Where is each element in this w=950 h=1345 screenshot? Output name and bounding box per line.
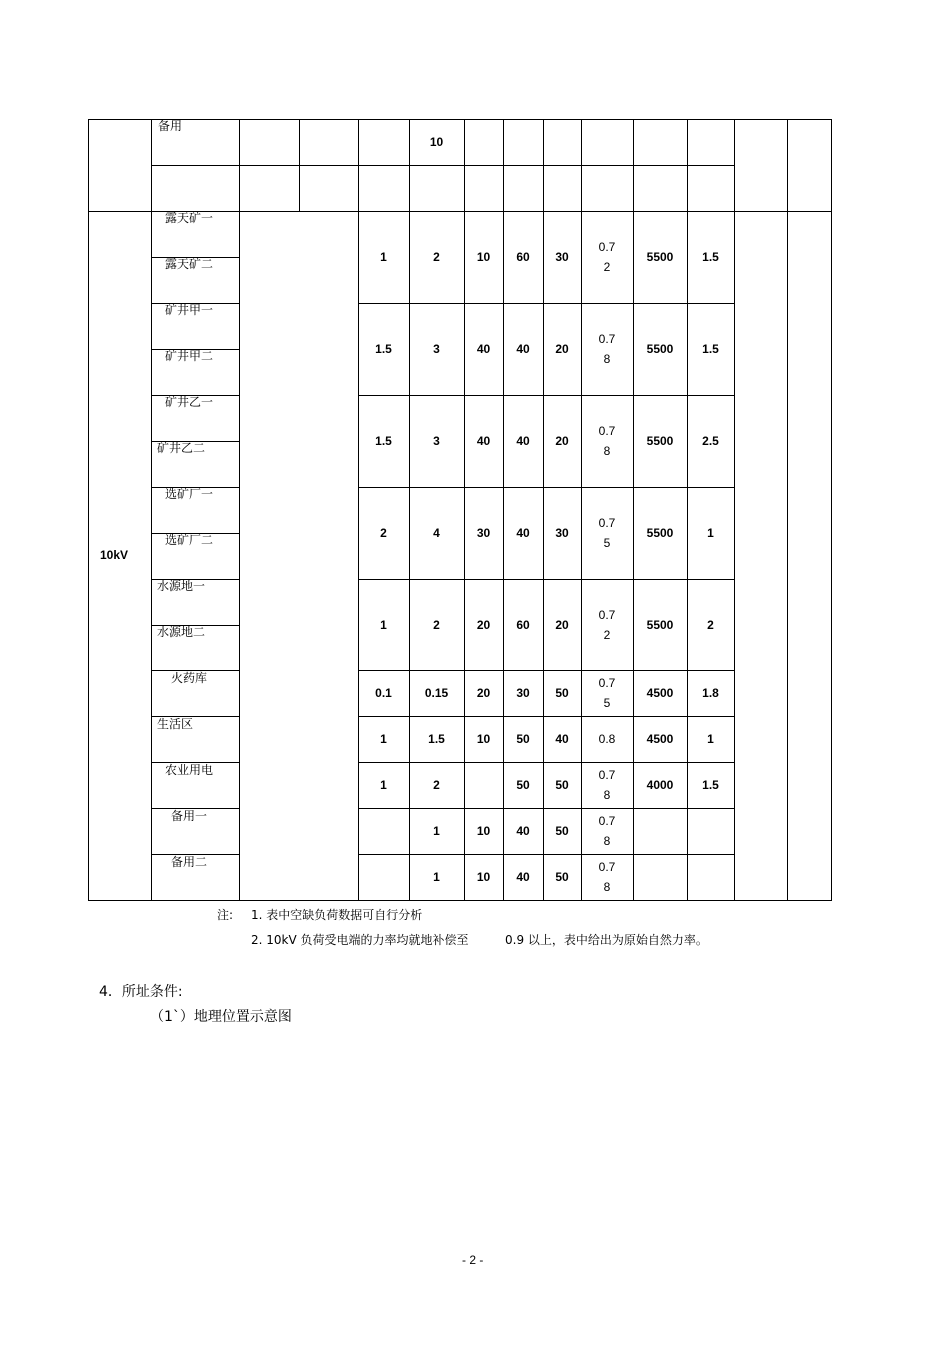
- load-label: 火药库: [171, 671, 208, 685]
- table-cell: 40: [516, 342, 530, 356]
- table-cell: 20: [555, 434, 569, 448]
- power-factor-line-2: 8: [603, 880, 611, 894]
- table-cell: 1: [433, 824, 440, 838]
- power-factor-cell: [581, 395, 633, 487]
- table-cell: 40: [516, 870, 530, 884]
- table-cell: 50: [516, 778, 530, 792]
- table-cell: 50: [555, 870, 569, 884]
- table-cell: [358, 808, 409, 854]
- table-cell: 4: [433, 526, 440, 540]
- spare-label: 备用: [158, 119, 183, 133]
- power-factor-cell: [581, 716, 633, 762]
- table-cell: 50: [516, 732, 530, 746]
- load-label: 选矿厂一: [165, 487, 214, 501]
- header-value: 10: [429, 135, 444, 149]
- power-factor-line-1: 0.7: [598, 240, 616, 254]
- load-label: 露天矿二: [165, 257, 214, 271]
- table-cell: 1: [433, 870, 440, 884]
- table-cell: 40: [476, 342, 491, 356]
- table-cell: 2.5: [702, 434, 719, 448]
- table-cell: 2: [433, 617, 440, 632]
- table-cell: 1: [707, 732, 714, 746]
- page-number: - 2 -: [462, 1253, 484, 1267]
- table-cell: 1.5: [375, 342, 392, 356]
- power-factor-line-1: 0.7: [598, 814, 616, 828]
- table-cell: 10: [476, 824, 491, 838]
- power-factor-line-2: 8: [603, 834, 611, 848]
- load-label: 选矿厂二: [165, 533, 214, 547]
- table-cell: 20: [476, 617, 491, 632]
- load-label: 农业用电: [165, 763, 214, 777]
- table-cell: 1.5: [375, 434, 392, 448]
- table-cell: 1: [380, 617, 387, 632]
- section-subheading: （1`）地理位置示意图: [150, 1009, 292, 1025]
- power-factor-cell: [581, 762, 633, 808]
- table-cell: 5500: [646, 250, 674, 264]
- table-cell: 40: [476, 434, 491, 448]
- table-cell: 1: [380, 778, 387, 792]
- power-factor-line-1: 0.7: [598, 676, 616, 690]
- note-line-2b: 0.9 以上，表中给出为原始自然力率。: [505, 933, 708, 947]
- table-cell: 20: [555, 617, 569, 632]
- table-cell: 0.15: [424, 686, 449, 700]
- table-cell: 5500: [646, 526, 674, 540]
- table-cell: 40: [516, 434, 530, 448]
- load-label: 备用一: [171, 809, 208, 823]
- table-cell: 20: [476, 686, 491, 700]
- table-cell: 1.5: [702, 342, 719, 356]
- power-factor-line-1: 0.7: [598, 768, 616, 782]
- note-label: 注:: [217, 908, 234, 922]
- table-cell: [687, 808, 734, 854]
- voltage-label: 10kV: [100, 548, 129, 562]
- power-factor-line-1: 0.8: [598, 732, 616, 746]
- power-factor-line-2: 2: [603, 260, 611, 274]
- power-factor-cell: [581, 808, 633, 854]
- table-cell: [633, 854, 687, 900]
- power-factor-line-2: 8: [603, 788, 611, 802]
- power-factor-line-1: 0.7: [598, 516, 616, 530]
- load-label: 矿井乙一: [165, 395, 214, 409]
- table-cell: 10: [476, 250, 491, 264]
- table-cell: 30: [555, 526, 569, 540]
- table-cell: 1.5: [702, 778, 719, 792]
- load-label: 矿井乙二: [157, 441, 206, 455]
- table-cell: 1: [380, 732, 387, 746]
- load-label: 矿井甲二: [165, 349, 214, 363]
- power-factor-cell: [581, 487, 633, 579]
- load-label: 水源地二: [157, 625, 206, 639]
- power-factor-line-1: 0.7: [598, 860, 616, 874]
- table-cell: 2: [380, 526, 387, 540]
- table-cell: 30: [476, 526, 491, 540]
- power-factor-line-1: 0.7: [598, 332, 616, 346]
- table-cell: 4000: [646, 778, 674, 792]
- table-cell: 4500: [646, 686, 674, 700]
- power-factor-cell: [581, 303, 633, 395]
- table-cell: 40: [516, 526, 530, 540]
- table-cell: 60: [516, 250, 530, 264]
- table-cell: 5500: [646, 617, 674, 632]
- table-cell: [633, 808, 687, 854]
- table-cell: 1: [707, 526, 714, 540]
- power-factor-line-2: 5: [603, 536, 611, 550]
- power-factor-line-2: 5: [603, 696, 611, 710]
- load-label: 生活区: [157, 717, 194, 731]
- load-label: 备用二: [171, 855, 208, 869]
- table-cell: 10: [476, 870, 491, 884]
- table-cell: 50: [555, 686, 569, 700]
- table-cell: 1: [380, 250, 387, 264]
- table-cell: 5500: [646, 342, 674, 356]
- table-cell: 0.1: [375, 686, 392, 700]
- table-cell: 2: [433, 250, 440, 264]
- load-label: 矿井甲一: [165, 303, 214, 317]
- table-cell: 4500: [646, 732, 674, 746]
- note-line-1: 1. 表中空缺负荷数据可自行分析: [251, 908, 423, 922]
- table-cell: 50: [555, 778, 569, 792]
- section-heading: 4．所址条件:: [99, 984, 183, 1000]
- load-label: 露天矿一: [165, 211, 214, 225]
- table-cell: [358, 854, 409, 900]
- load-label: 水源地一: [157, 579, 206, 593]
- table-cell: 50: [555, 824, 569, 838]
- power-factor-line-1: 0.7: [598, 607, 616, 622]
- table-cell: [464, 762, 503, 808]
- power-factor-cell: [581, 670, 633, 716]
- table-cell: 3: [433, 434, 440, 448]
- table-cell: 40: [555, 732, 569, 746]
- table-cell: 20: [555, 342, 569, 356]
- power-factor-line-2: 8: [603, 444, 611, 458]
- table-cell: 30: [555, 250, 569, 264]
- power-factor-line-2: 2: [603, 627, 611, 642]
- power-factor-line-1: 0.7: [598, 424, 616, 438]
- table-cell: 60: [516, 617, 530, 632]
- power-factor-cell: [581, 211, 633, 303]
- power-factor-cell: [581, 854, 633, 900]
- table-cell: [687, 854, 734, 900]
- table-cell: 1.5: [428, 732, 445, 746]
- table-cell: 40: [516, 824, 530, 838]
- table-cell: 1.5: [702, 250, 719, 264]
- power-factor-cell: [581, 579, 633, 670]
- table-cell: 30: [516, 686, 530, 700]
- table-cell: 2: [707, 617, 714, 632]
- table-cell: 1.8: [702, 686, 719, 700]
- power-factor-line-2: 8: [603, 352, 611, 366]
- table-cell: 10: [476, 732, 491, 746]
- note-line-2a: 2. 10kV 负荷受电端的力率均就地补偿至: [251, 933, 469, 947]
- table-cell: 3: [433, 342, 440, 356]
- table-cell: 5500: [646, 434, 674, 448]
- table-cell: 2: [433, 778, 440, 792]
